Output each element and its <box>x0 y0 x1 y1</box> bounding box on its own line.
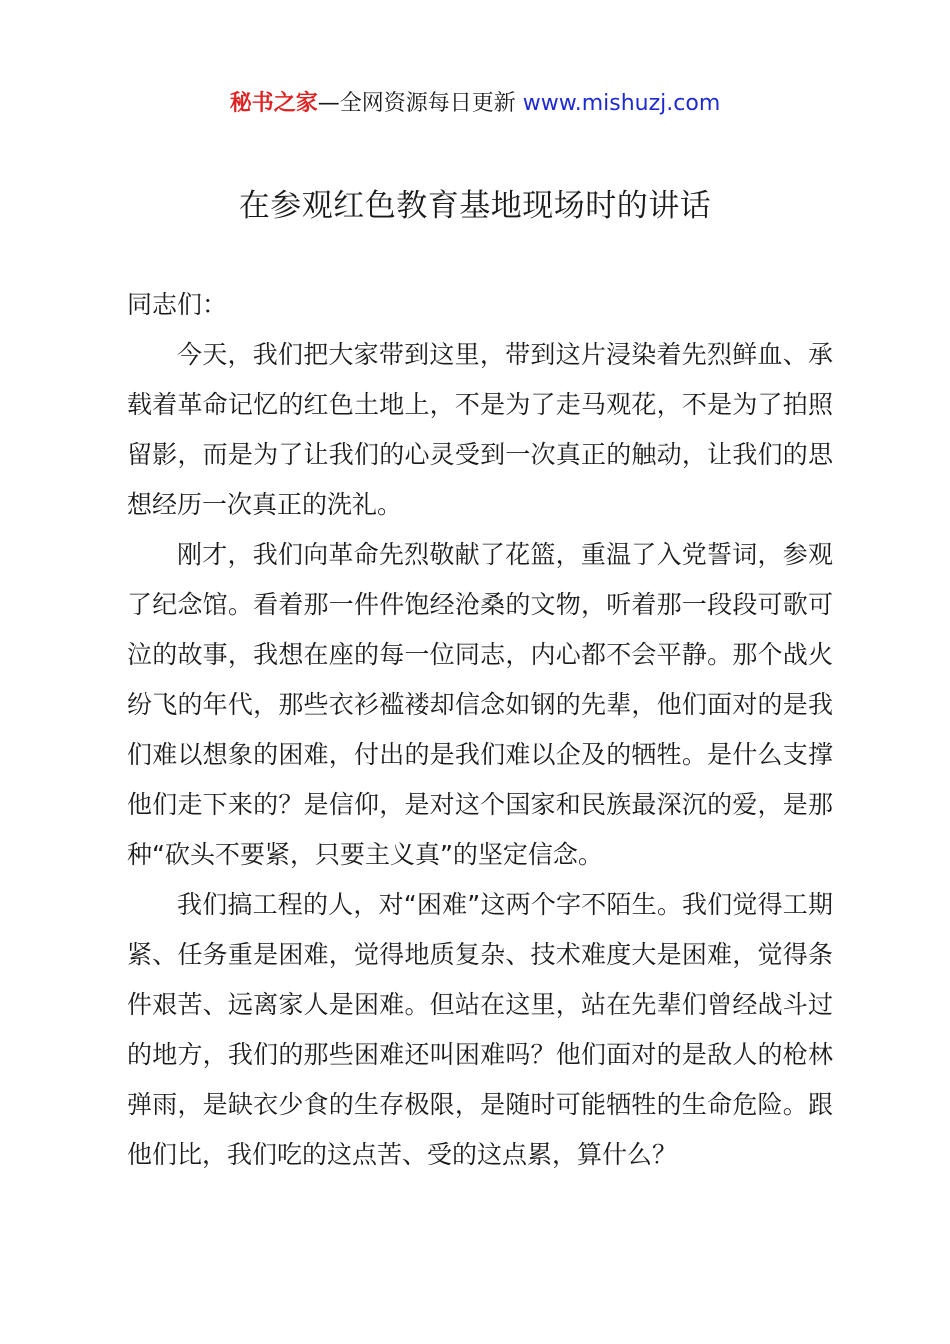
site-tagline: —全网资源每日更新 <box>317 91 523 116</box>
paragraph: 刚才，我们向革命先烈敬献了花篮，重温了入党誓词，参观了纪念馆。看着那一件件饱经沧桑的文物，听着那一段段可歌可泣的故事，我想在座的每一位同志，内心都不会平静。那个战火纷飞的年代，那些衣衫褴褛却信念如钢的先辈，他们面对的是我们难以想象的困难，付出的是我们难以企及的牺牲。是什么支撑他们走下来的？是信仰，是对这个国家和民族最深沉的爱，是那种“砍头不要紧，只要主义真”的坚定信念。 <box>127 540 833 869</box>
document-title: 在参观红色教育基地现场时的讲话 <box>238 188 712 224</box>
paragraph: 今天，我们把大家带到这里，带到这片浸染着先烈鲜血、承载着革命记忆的红色土地上，不是为了走马观花，不是为了拍照留影，而是为了让我们的心灵受到一次真正的触动，让我们的思想经历一次真正的洗礼。 <box>127 340 833 519</box>
salutation: 同志们： <box>127 290 228 319</box>
document-body <box>127 280 833 1180</box>
site-header <box>0 88 950 120</box>
site-brand: 秘书之家 <box>229 91 318 116</box>
site-url-link[interactable]: www.mishuzj.com <box>522 91 721 116</box>
paragraph: 我们搞工程的人，对“困难”这两个字不陌生。我们觉得工期紧、任务重是困难，觉得地质复杂、技术难度大是困难，觉得条件艰苦、远离家人是困难。但站在这里，站在先辈们曾经战斗过的地方，我们的那些困难还叫困难吗？他们面对的是敌人的枪林弹雨，是缺衣少食的生存极限，是随时可能牺牲的生命危险。跟他们比，我们吃的这点苦、受的这点累，算什么？ <box>127 890 833 1169</box>
